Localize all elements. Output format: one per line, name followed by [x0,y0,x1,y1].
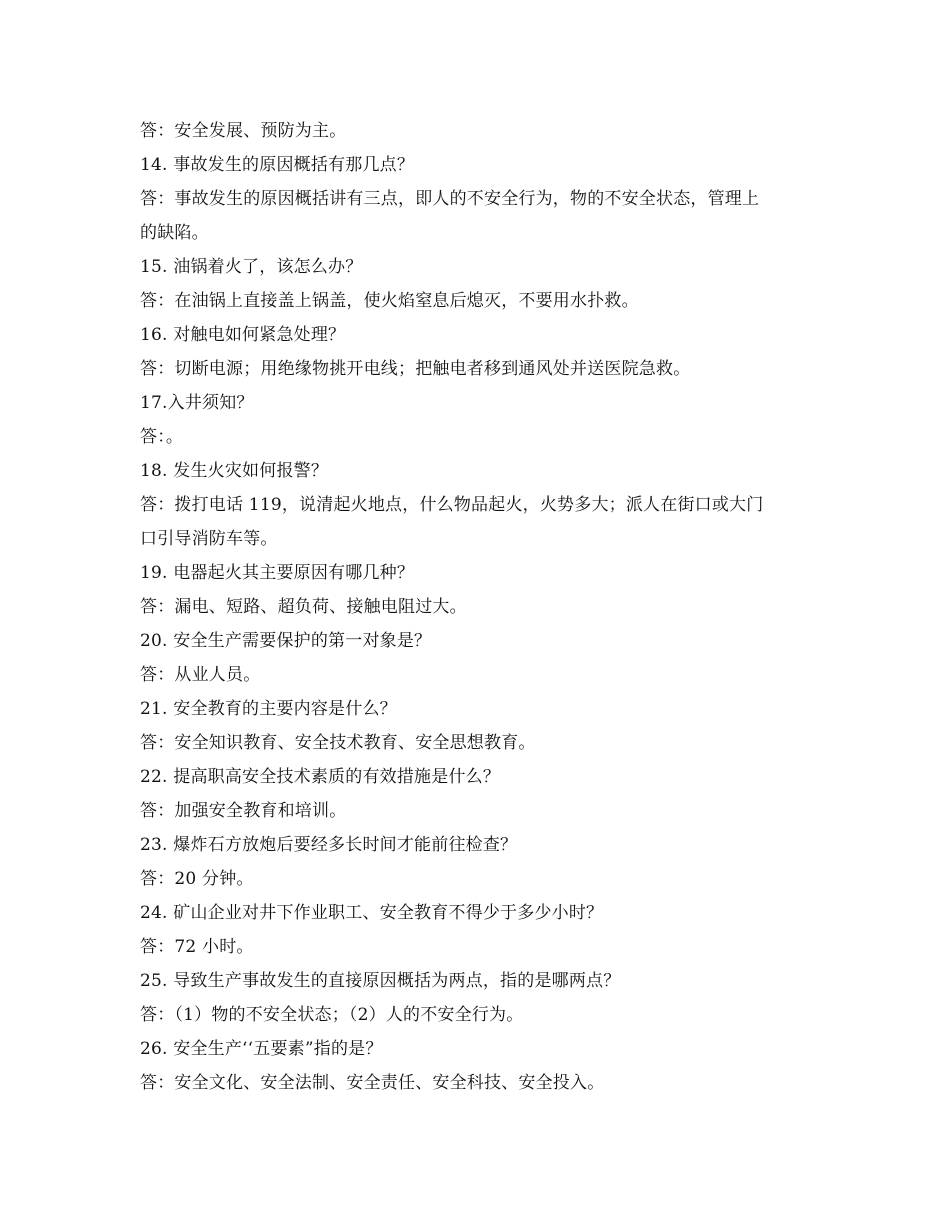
answer-line: 答：从业人员。 [140,665,261,685]
text-line: 答：安全发展、预防为主。 [140,121,347,141]
answer-line: 答：加强安全教育和培训。 [140,801,347,821]
question-line: 26. 安全生产‘‘五要素”指的是？ [140,1039,383,1059]
answer-line: 答：安全文化、安全法制、安全责任、安全科技、安全投入。 [140,1073,605,1093]
question-line: 15. 油锅着火了，该怎么办？ [140,257,363,277]
question-line: 19. 电器起火其主要原因有哪几种？ [140,563,415,583]
answer-continuation-line: 口引导消防车等。 [140,529,278,549]
question-line: 21. 安全教育的主要内容是什么？ [140,699,397,719]
question-line: 18. 发生火灾如何报警？ [140,461,329,481]
question-line: 16. 对触电如何紧急处理？ [140,325,346,345]
answer-line: 答：事故发生的原因概括讲有三点，即人的不安全行为，物的不安全状态，管理上 [140,189,760,209]
question-line: 24. 矿山企业对井下作业职工、安全教育不得少于多少小时？ [140,903,604,923]
question-line: 20. 安全生产需要保护的第一对象是？ [140,631,432,651]
question-line: 25. 导致生产事故发生的直接原因概括为两点，指的是哪两点？ [140,971,621,991]
question-line: 23. 爆炸石方放炮后要经多长时间才能前往检查？ [140,835,518,855]
answer-continuation-line: 的缺陷。 [140,223,209,243]
question-line: 14. 事故发生的原因概括有那几点？ [140,155,415,175]
question-line: 17.入井须知？ [140,393,254,413]
answer-line: 答：切断电源；用绝缘物挑开电线；把触电者移到通风处并送医院急救。 [140,359,691,379]
question-line: 22. 提高职高安全技术素质的有效措施是什么？ [140,767,501,787]
answer-line: 答：在油锅上直接盖上锅盖，使火焰窒息后熄灭，不要用水扑救。 [140,291,639,311]
answer-line: 答：拨打电话 119，说清起火地点，什么物品起火，火势多大；派人在街口或大门 [140,495,764,515]
answer-line: 答：安全知识教育、安全技术教育、安全思想教育。 [140,733,536,753]
answer-line: 答：20 分钟。 [140,869,254,889]
document-body [140,114,820,1100]
answer-line: 答：72 小时。 [140,937,254,957]
answer-line: 答：。 [140,427,184,447]
answer-line: 答：漏电、短路、超负荷、接触电阻过大。 [140,597,467,617]
answer-line: 答：（1）物的不安全状态；（2）人的不安全行为。 [140,1005,524,1025]
